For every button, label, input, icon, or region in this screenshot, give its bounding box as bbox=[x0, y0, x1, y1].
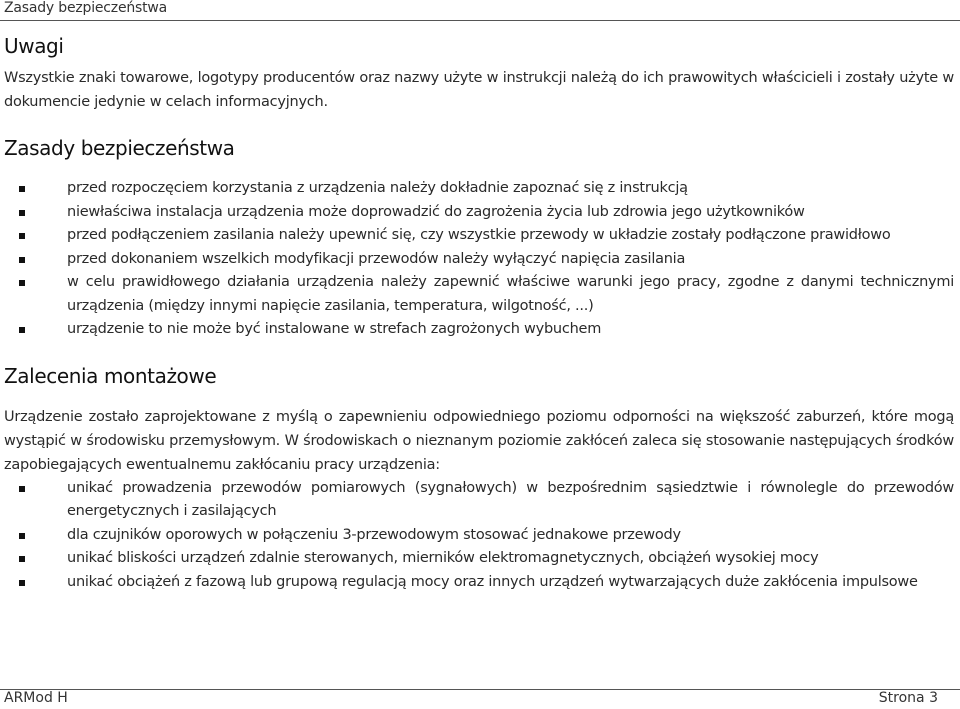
bullet-square-icon bbox=[19, 486, 25, 492]
section-zasady bbox=[4, 136, 954, 342]
list-item bbox=[4, 477, 954, 524]
page-content bbox=[4, 34, 954, 594]
list-item-text: unikać bliskości urządzeń zdalnie sterowanych, mierników elektromagnetycznych, obciążeń wysokiej mocy bbox=[67, 550, 819, 566]
list-item bbox=[4, 547, 954, 571]
section-title-zalecenia: Zalecenia montażowe bbox=[4, 363, 217, 388]
list-item-text: unikać prowadzenia przewodów pomiarowych (sygnałowych) w bezpośrednim sąsiedztwie i równolegle do przewodów energetycznych i zasilających bbox=[67, 479, 954, 519]
list-item-text: przed podłączeniem zasilania należy upewnić się, czy wszystkie przewody w układzie zostały podłączone prawidłowo bbox=[67, 227, 891, 243]
list-item bbox=[4, 224, 954, 248]
zalecenia-paragraph: Urządzenie zostało zaprojektowane z myślą o zapewnieniu odpowiedniego poziomu odporności na większość zaburzeń, które mogą wystąpić w środowisku przemysłowym. W środowiskach o nieznanym poziomie zakłóceń zaleca się stosowanie następujących środków zapobiegających ewentualnemu zakłócaniu pracy urządzenia: bbox=[4, 408, 954, 473]
zasady-list bbox=[4, 177, 954, 342]
bullet-square-icon bbox=[19, 233, 25, 239]
bullet-square-icon bbox=[19, 186, 25, 192]
list-item bbox=[4, 571, 954, 595]
list-item-text: niewłaściwa instalacja urządzenia może doprowadzić do zagrożenia życia lub zdrowia jego użytkowników bbox=[67, 203, 805, 220]
zalecenia-list bbox=[4, 477, 954, 595]
bullet-square-icon bbox=[19, 327, 25, 333]
footer-document-name: ARMod H bbox=[4, 690, 68, 706]
section-zalecenia bbox=[4, 364, 954, 595]
bullet-square-icon bbox=[19, 280, 25, 286]
list-item-text: unikać obciążeń z fazową lub grupową regulacją mocy oraz innych urządzeń wytwarzających duże zakłócenia impulsowe bbox=[67, 573, 918, 590]
section-title-zasady: Zasady bezpieczeństwa bbox=[4, 136, 235, 160]
list-item-text: przed dokonaniem wszelkich modyfikacji przewodów należy wyłączyć napięcia zasilania bbox=[67, 250, 686, 267]
list-item bbox=[4, 248, 954, 272]
bullet-square-icon bbox=[19, 580, 25, 586]
section-uwagi bbox=[4, 34, 954, 114]
footer-page-number: Strona 3 bbox=[878, 690, 938, 706]
list-item bbox=[4, 524, 954, 548]
list-item bbox=[4, 201, 954, 225]
list-item bbox=[4, 271, 954, 318]
list-item-text: urządzenie to nie może być instalowane w strefach zagrożonych wybuchem bbox=[67, 321, 602, 337]
header-divider bbox=[0, 20, 960, 21]
section-title-uwagi: Uwagi bbox=[4, 34, 64, 58]
footer-divider bbox=[0, 689, 960, 690]
bullet-square-icon bbox=[19, 533, 25, 539]
list-item bbox=[4, 177, 954, 201]
list-item-text: w celu prawidłowego działania urządzenia należy zapewnić właściwe warunki jego pracy, zgodne z danymi technicznymi urządzenia (między innymi napięcie zasilania, temperatura, wilgotność, ...) bbox=[67, 274, 954, 314]
list-item bbox=[4, 318, 954, 342]
uwagi-paragraph: Wszystkie znaki towarowe, logotypy producentów oraz nazwy użyte w instrukcji należą do ich prawowitych właścicieli i zostały użyte w dokumencie jedynie w celach informacyjnych. bbox=[4, 70, 954, 110]
bullet-square-icon bbox=[19, 210, 25, 216]
list-item-text: przed rozpoczęciem korzystania z urządzenia należy dokładnie zapoznać się z instrukcją bbox=[67, 180, 688, 196]
bullet-square-icon bbox=[19, 257, 25, 263]
list-item-text: dla czujników oporowych w połączeniu 3-przewodowym stosować jednakowe przewody bbox=[67, 526, 681, 543]
running-header-title: Zasady bezpieczeństwa bbox=[4, 0, 168, 16]
bullet-square-icon bbox=[19, 556, 25, 562]
